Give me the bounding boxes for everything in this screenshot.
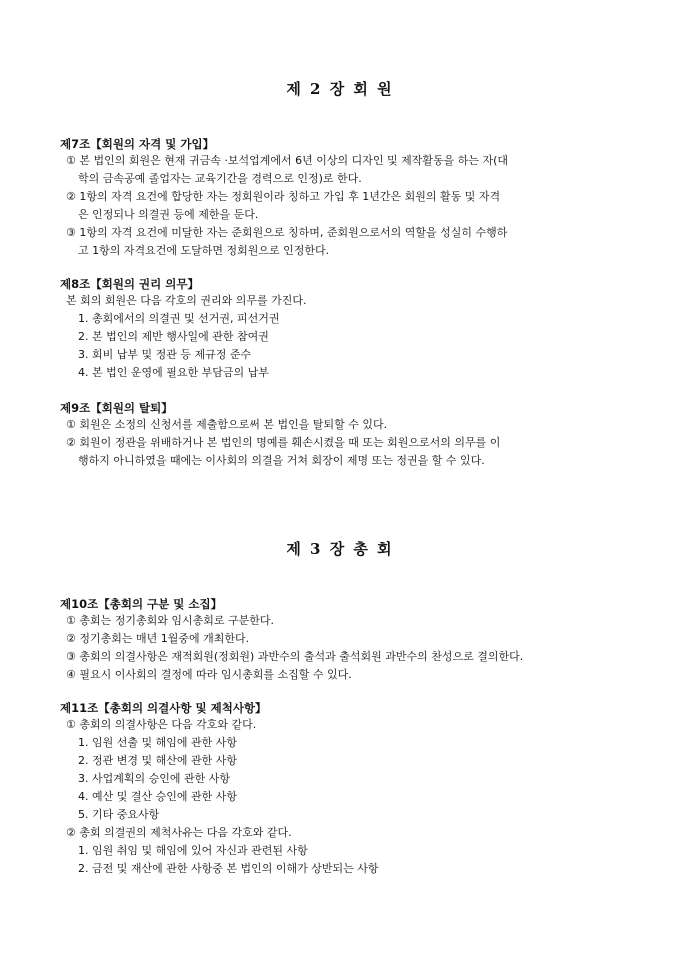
article-11-line: 2. 금전 및 재산에 관한 사항중 본 법인의 이해가 상반되는 사항 [78,862,379,875]
article-10-line: ③ 총회의 의결사항은 재적회원(정회원) 과반수의 출석과 출석회원 과반수의 찬성으로 결의한다. [66,650,524,663]
article-8-title: 제8조【회원의 권리 의무】 [60,277,199,291]
article-7-line: 학의 금속공예 졸업자는 교육기간을 경력으로 인정)로 한다. [78,172,362,185]
article-7-line: ③ 1항의 자격 요건에 미달한 자는 준회원으로 칭하며, 준회원으로서의 역할을 성실히 수행하 [66,226,508,239]
chapter-3-title: 제 3 장 총 회 [286,540,394,558]
article-7-title: 제7조【회원의 자격 및 가입】 [60,137,215,151]
article-9-line: ① 회원은 소정의 신청서를 제출함으로써 본 법인을 탈퇴할 수 있다. [66,418,388,431]
article-11-title: 제11조【총회의 의결사항 및 제척사항】 [60,701,267,715]
article-9-title: 제9조【회원의 탈퇴】 [60,401,173,415]
article-11-line: 1. 임원 취임 및 해임에 있어 자신과 관련된 사항 [78,844,308,857]
article-7-line: ① 본 법인의 회원은 현재 귀금속 ·보석업계에서 6년 이상의 디자인 및 제작활동을 하는 자(대 [66,154,509,167]
article-11-line: 1. 임원 선출 및 해임에 관한 사항 [78,736,237,749]
article-11-line: 2. 정관 변경 및 해산에 관한 사항 [78,754,237,767]
article-9-line: ② 회원이 정관을 위배하거나 본 법인의 명예를 훼손시켰을 때 또는 회원으로서의 의무를 이 [66,436,501,449]
article-8-line: 2. 본 법인의 제반 행사일에 관한 참여권 [78,330,269,343]
article-11-line: 4. 예산 및 결산 승인에 관한 사항 [78,790,237,803]
article-7-line: ② 1항의 자격 요건에 합당한 자는 정회원이라 칭하고 가입 후 1년간은 회원의 활동 및 자격 [66,190,501,203]
article-10-title: 제10조【총회의 구분 및 소집】 [60,597,223,611]
article-10-line: ② 정기총회는 매년 1월중에 개최한다. [66,632,250,645]
article-8-line: 4. 본 법인 운영에 필요한 부담금의 납부 [78,366,269,379]
article-7-line: 은 인정되나 의결권 등에 제한을 둔다. [78,208,259,221]
article-11-line: ② 총회 의결권의 제척사유는 다음 각호와 같다. [66,826,292,839]
article-8-line: 본 회의 회원은 다음 각호의 권리와 의무를 가진다. [66,294,307,307]
article-11-line: ① 총회의 의결사항은 다음 각호와 같다. [66,718,257,731]
article-10-line: ① 총회는 정기총회와 임시총회로 구분한다. [66,614,274,627]
chapter-2-title: 제 2 장 회 원 [286,80,394,98]
article-11-line: 3. 사업계획의 승인에 관한 사항 [78,772,230,785]
article-9-line: 행하지 아니하였을 때에는 이사회의 의결을 거쳐 회장이 제명 또는 정권을 할 수 있다. [78,454,485,467]
article-8-line: 1. 총회에서의 의결권 및 선거권, 피선거권 [78,312,280,325]
article-7-line: 고 1항의 자격요건에 도달하면 정회원으로 인정한다. [78,244,330,257]
article-11-line: 5. 기타 중요사항 [78,808,160,821]
article-10-line: ④ 필요시 이사회의 결정에 따라 임시총회를 소집할 수 있다. [66,668,352,681]
article-8-line: 3. 회비 납부 및 정관 등 제규정 준수 [78,348,252,361]
